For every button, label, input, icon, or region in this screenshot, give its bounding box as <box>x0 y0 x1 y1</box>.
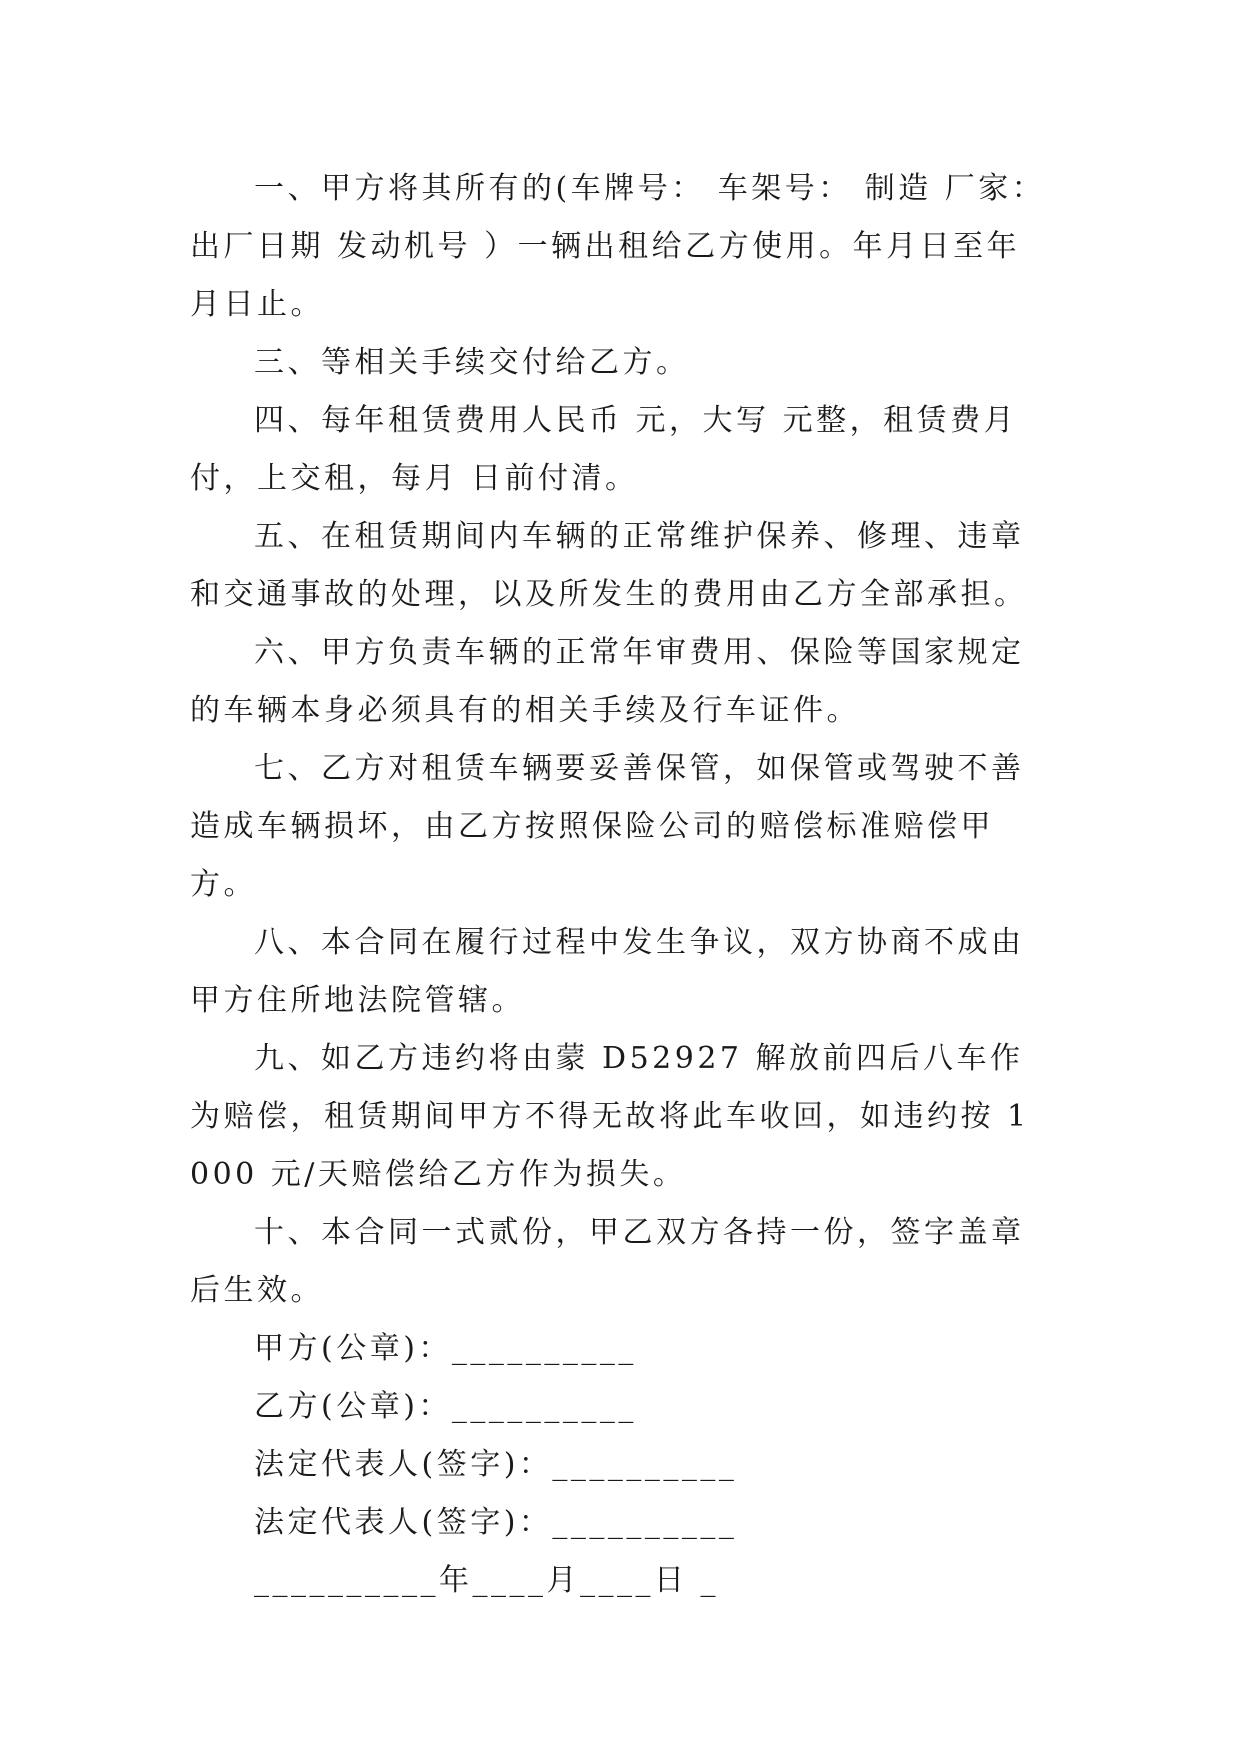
clause-1: 一、甲方将其所有的(车牌号： 车架号： 制造 厂家：出厂日期 发动机号 ）一辆出租给乙方使用。年月日至年月日止。 <box>190 171 1046 322</box>
party-a-seal-line: 甲方(公章)：__________ <box>254 1331 637 1366</box>
clause-3: 三、等相关手续交付给乙方。 <box>254 345 690 380</box>
clause-7: 七、乙方对租赁车辆要妥善保管，如保管或驾驶不善造成车辆损坏，由乙方按照保险公司的赔偿标准赔偿甲方。 <box>190 751 1025 902</box>
date-line: __________年____月____日 _ <box>254 1563 720 1598</box>
signature-block <box>190 1320 1052 1610</box>
legal-rep-a-signature-line: 法定代表人(签字)：__________ <box>254 1447 738 1482</box>
clause-6: 六、甲方负责车辆的正常年审费用、保险等国家规定的车辆本身必须具有的相关手续及行车证件。 <box>190 635 1025 728</box>
party-b-seal-line: 乙方(公章)：__________ <box>254 1389 637 1424</box>
clause-9: 九、如乙方违约将由蒙 D52927 解放前四后八车作为赔偿，租赁期间甲方不得无故将此车收回，如违约按 1000 元/天赔偿给乙方作为损失。 <box>190 1041 1030 1192</box>
clause-8: 八、本合同在履行过程中发生争议，双方协商不成由甲方住所地法院管辖。 <box>190 925 1025 1018</box>
clause-4: 四、每年租赁费用人民币 元，大写 元整，租赁费月付，上交租，每月 日前付清。 <box>190 403 1018 496</box>
legal-rep-b-signature-line: 法定代表人(签字)：__________ <box>254 1505 738 1540</box>
clause-10: 十、本合同一式贰份，甲乙双方各持一份，签字盖章后生效。 <box>190 1215 1025 1308</box>
clause-5: 五、在租赁期间内车辆的正常维护保养、修理、违章和交通事故的处理，以及所发生的费用由乙方全部承担。 <box>190 519 1028 612</box>
contract-page <box>190 160 1052 1610</box>
